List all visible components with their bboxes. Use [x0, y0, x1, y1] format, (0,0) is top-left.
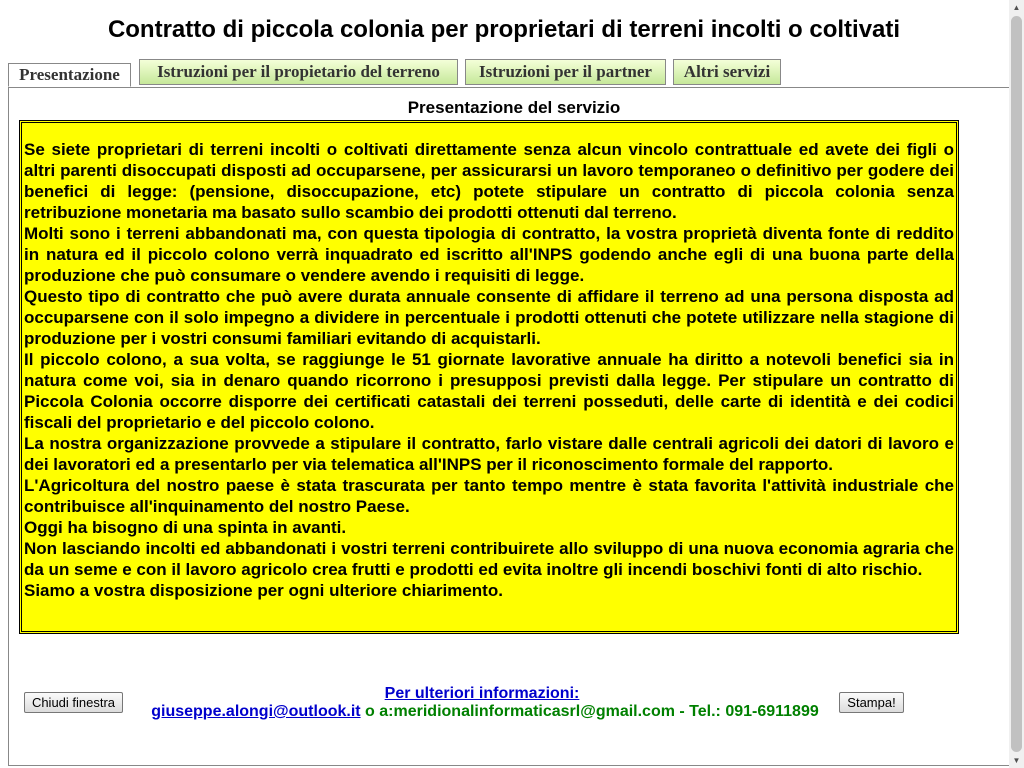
description-paragraph: Il piccolo colono, a sua volta, se raggiunge le 51 giornate lavorative annuale ha diritto a notevoli benefici sia in natura come voi, sia in denaro quando ricorrono i presupposi previsti dalla legge. Per stipulare un contratto di Piccola Colonia occorre disporre dei certificati catastali dei terreni posseduti, delle carte di identità e dei codici fiscali del proprietario e del piccolo colono.: [24, 350, 954, 432]
tab-presentazione[interactable]: Presentazione: [8, 63, 131, 87]
description-paragraph: Molti sono i terreni abbandonati ma, con questa tipologia di contratto, la vostra proprietà diventa fonte di reddito in natura ed il piccolo colono verrà inquadrato ed iscritto all'INPS godendo anche egli di una buona parte della produzione che può consumare o vendere avendo i requisiti di legge.: [24, 224, 954, 285]
section-title: Presentazione del servizio: [407, 98, 621, 117]
description-paragraph: Non lasciando incolti ed abbandonati i vostri terreni contribuirete allo sviluppo di una nuova economia agraria che da un seme e con il lavoro agricolo crea frutti e prodotti ed evita inoltre gli incendi boschivi fonti di alto rischio.: [24, 539, 954, 579]
tab-istruzioni-partner[interactable]: Istruzioni per il partner: [465, 59, 666, 85]
description-box: [19, 120, 959, 634]
close-window-button[interactable]: Chiudi finestra: [24, 692, 123, 713]
vertical-scrollbar[interactable]: [1009, 0, 1024, 768]
more-info-link[interactable]: Per ulteriori informazioni:: [384, 685, 580, 702]
scroll-down-icon[interactable]: ▼: [1012, 756, 1021, 765]
contact-details: o a:meridionalinformaticasrl@gmail.com - Tel.: 091-6911899: [360, 703, 819, 720]
contact-line: [130, 702, 840, 722]
description-paragraph: Se siete proprietari di terreni incolti o coltivati direttamente senza alcun vincolo contrattuale ed avete dei figli o altri parenti disoccupati disposti ad occuparsene, per assicurarsi un lavoro temporaneo o definitivo per godere dei benefici di legge: (pensione, disoccupazione, etc) potete stipulare un contratto di piccola colonia senza retribuzione monetaria ma basato sullo scambio dei prodotti ottenuti dal terreno.: [24, 140, 954, 222]
description-paragraph: La nostra organizzazione provvede a stipulare il contratto, farlo vistare dalle centrali agricoli dei datori di lavoro e dei lavoratori ed a presentarlo per via telematica all'INPS per il riconoscimento formale del rapporto.: [24, 434, 954, 474]
description-paragraph: Oggi ha bisogno di una spinta in avanti.: [24, 518, 347, 537]
email-link[interactable]: giuseppe.alongi@outlook.it: [151, 703, 361, 720]
scroll-up-icon[interactable]: ▲: [1012, 3, 1021, 12]
scrollbar-thumb[interactable]: [1011, 16, 1022, 752]
description-paragraph: Questo tipo di contratto che può avere durata annuale consente di affidare il terreno ad una persona disposta ad occuparsene con il solo impegno a dividere in percentuale i prodotti ottenuti che potete utilizzare nella stagione di produzione per i vostri consumi familiari evitando di acquistarli.: [24, 287, 954, 348]
tab-altri-servizi[interactable]: Altri servizi: [673, 59, 781, 85]
description-paragraph: Siamo a vostra disposizione per ogni ulteriore chiarimento.: [24, 581, 503, 600]
page-title: Contratto di piccola colonia per proprietari di terreni incolti o coltivati: [107, 16, 901, 43]
description-paragraph: L'Agricoltura del nostro paese è stata trascurata per tanto tempo mentre è stata favorita l'attività industriale che contribuisce all'inquinamento del nostro Paese.: [24, 476, 954, 516]
tab-istruzioni-proprietario[interactable]: Istruzioni per il propietario del terreno: [139, 59, 458, 85]
print-button[interactable]: Stampa!: [839, 692, 904, 713]
